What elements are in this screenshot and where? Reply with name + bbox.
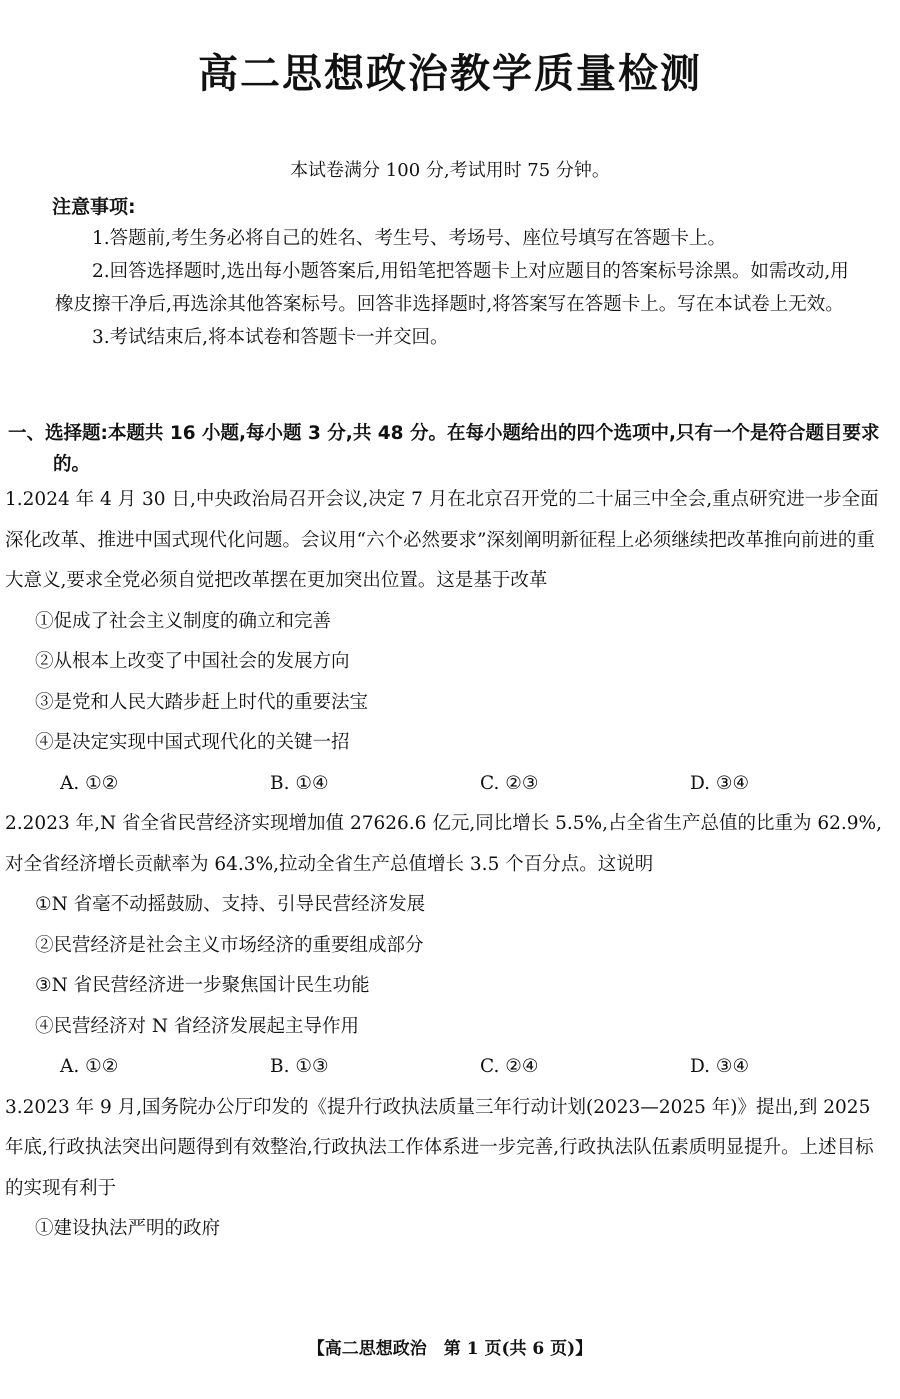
question-3-stem: 3.2023 年 9 月,国务院办公厅印发的《提升行政执法质量三年行动计划(2023—2025 年)》提出,到 2025 年底,行政执法突出问题得到有效整治,行政执法工作体系进一步完善,行政执法队伍素质明显提升。上述目标的实现有利于 — [5, 1096, 874, 1199]
question-1-choices — [5, 764, 885, 805]
page-title: 高二思想政治教学质量检测 — [198, 51, 702, 97]
question-1-option: ①促成了社会主义制度的确立和完善 — [35, 610, 332, 632]
notice-item: 1.答题前,考生务必将自己的姓名、考生号、考场号、座位号填写在答题卡上。 — [92, 228, 727, 249]
notice-list — [55, 222, 855, 354]
choice-a: A. ①② — [60, 772, 119, 794]
page-footer: 【高二思想政治 第 1 页(共 6 页)】 — [307, 1339, 593, 1359]
question-list — [5, 480, 885, 1250]
notice-heading: 注意事项: — [52, 196, 136, 218]
question-1-option: ③是党和人民大踏步赶上时代的重要法宝 — [35, 691, 369, 713]
choice-d: D. ③④ — [690, 772, 750, 794]
question-2-choices — [5, 1047, 885, 1088]
question-2-stem: 2.2023 年,N 省全省民营经济实现增加值 27626.6 亿元,同比增长 5.5%,占全省生产总值的比重为 62.9%,对全省经济增长贡献率为 64.3%,拉动全省生产总值增长 3.5 个百分点。这说明 — [5, 813, 883, 875]
choice-c: C. ②④ — [480, 1056, 539, 1077]
question-2-option: ③N 省民营经济进一步聚焦国计民生功能 — [35, 975, 370, 996]
notice-item: 3.考试结束后,将本试卷和答题卡一并交回。 — [92, 327, 449, 348]
question-1-stem: 1.2024 年 4 月 30 日,中央政治局召开会议,决定 7 月在北京召开党的二十届三中全会,重点研究进一步全面深化改革、推进中国式现代化问题。会议用“六个必然要求”深刻阐明新征程上必须继续把改革推向前进的重大意义,要求全党必须自觉把改革摆在更加突出位置。这是基于改革 — [5, 489, 879, 591]
question-1-option: ②从根本上改变了中国社会的发展方向 — [35, 651, 350, 672]
question-1-option: ④是决定实现中国式现代化的关键一招 — [35, 732, 350, 753]
question-2-option: ②民营经济是社会主义市场经济的重要组成部分 — [35, 934, 424, 956]
exam-info: 本试卷满分 100 分,考试用时 75 分钟。 — [290, 160, 610, 181]
question-2-option: ④民营经济对 N 省经济发展起主导作用 — [35, 1015, 359, 1037]
choice-a: A. ①② — [60, 1056, 119, 1077]
question-3-option: ①建设执法严明的政府 — [35, 1218, 221, 1239]
choice-d: D. ③④ — [690, 1056, 750, 1077]
notice-item: 2.回答选择题时,选出每小题答案后,用铅笔把答题卡上对应题目的答案标号涂黑。如需改动,用橡皮擦干净后,再选涂其他答案标号。回答非选择题时,将答案写在答题卡上。写在本试卷上无效。 — [55, 261, 849, 315]
choice-b: B. ①③ — [270, 1056, 329, 1077]
choice-b: B. ①④ — [270, 772, 329, 794]
section-heading: 一、选择题:本题共 16 小题,每小题 3 分,共 48 分。在每小题给出的四个选项中,只有一个是符合题目要求的。 — [8, 423, 880, 475]
question-2-option: ①N 省毫不动摇鼓励、支持、引导民营经济发展 — [35, 894, 426, 915]
choice-c: C. ②③ — [480, 772, 539, 794]
